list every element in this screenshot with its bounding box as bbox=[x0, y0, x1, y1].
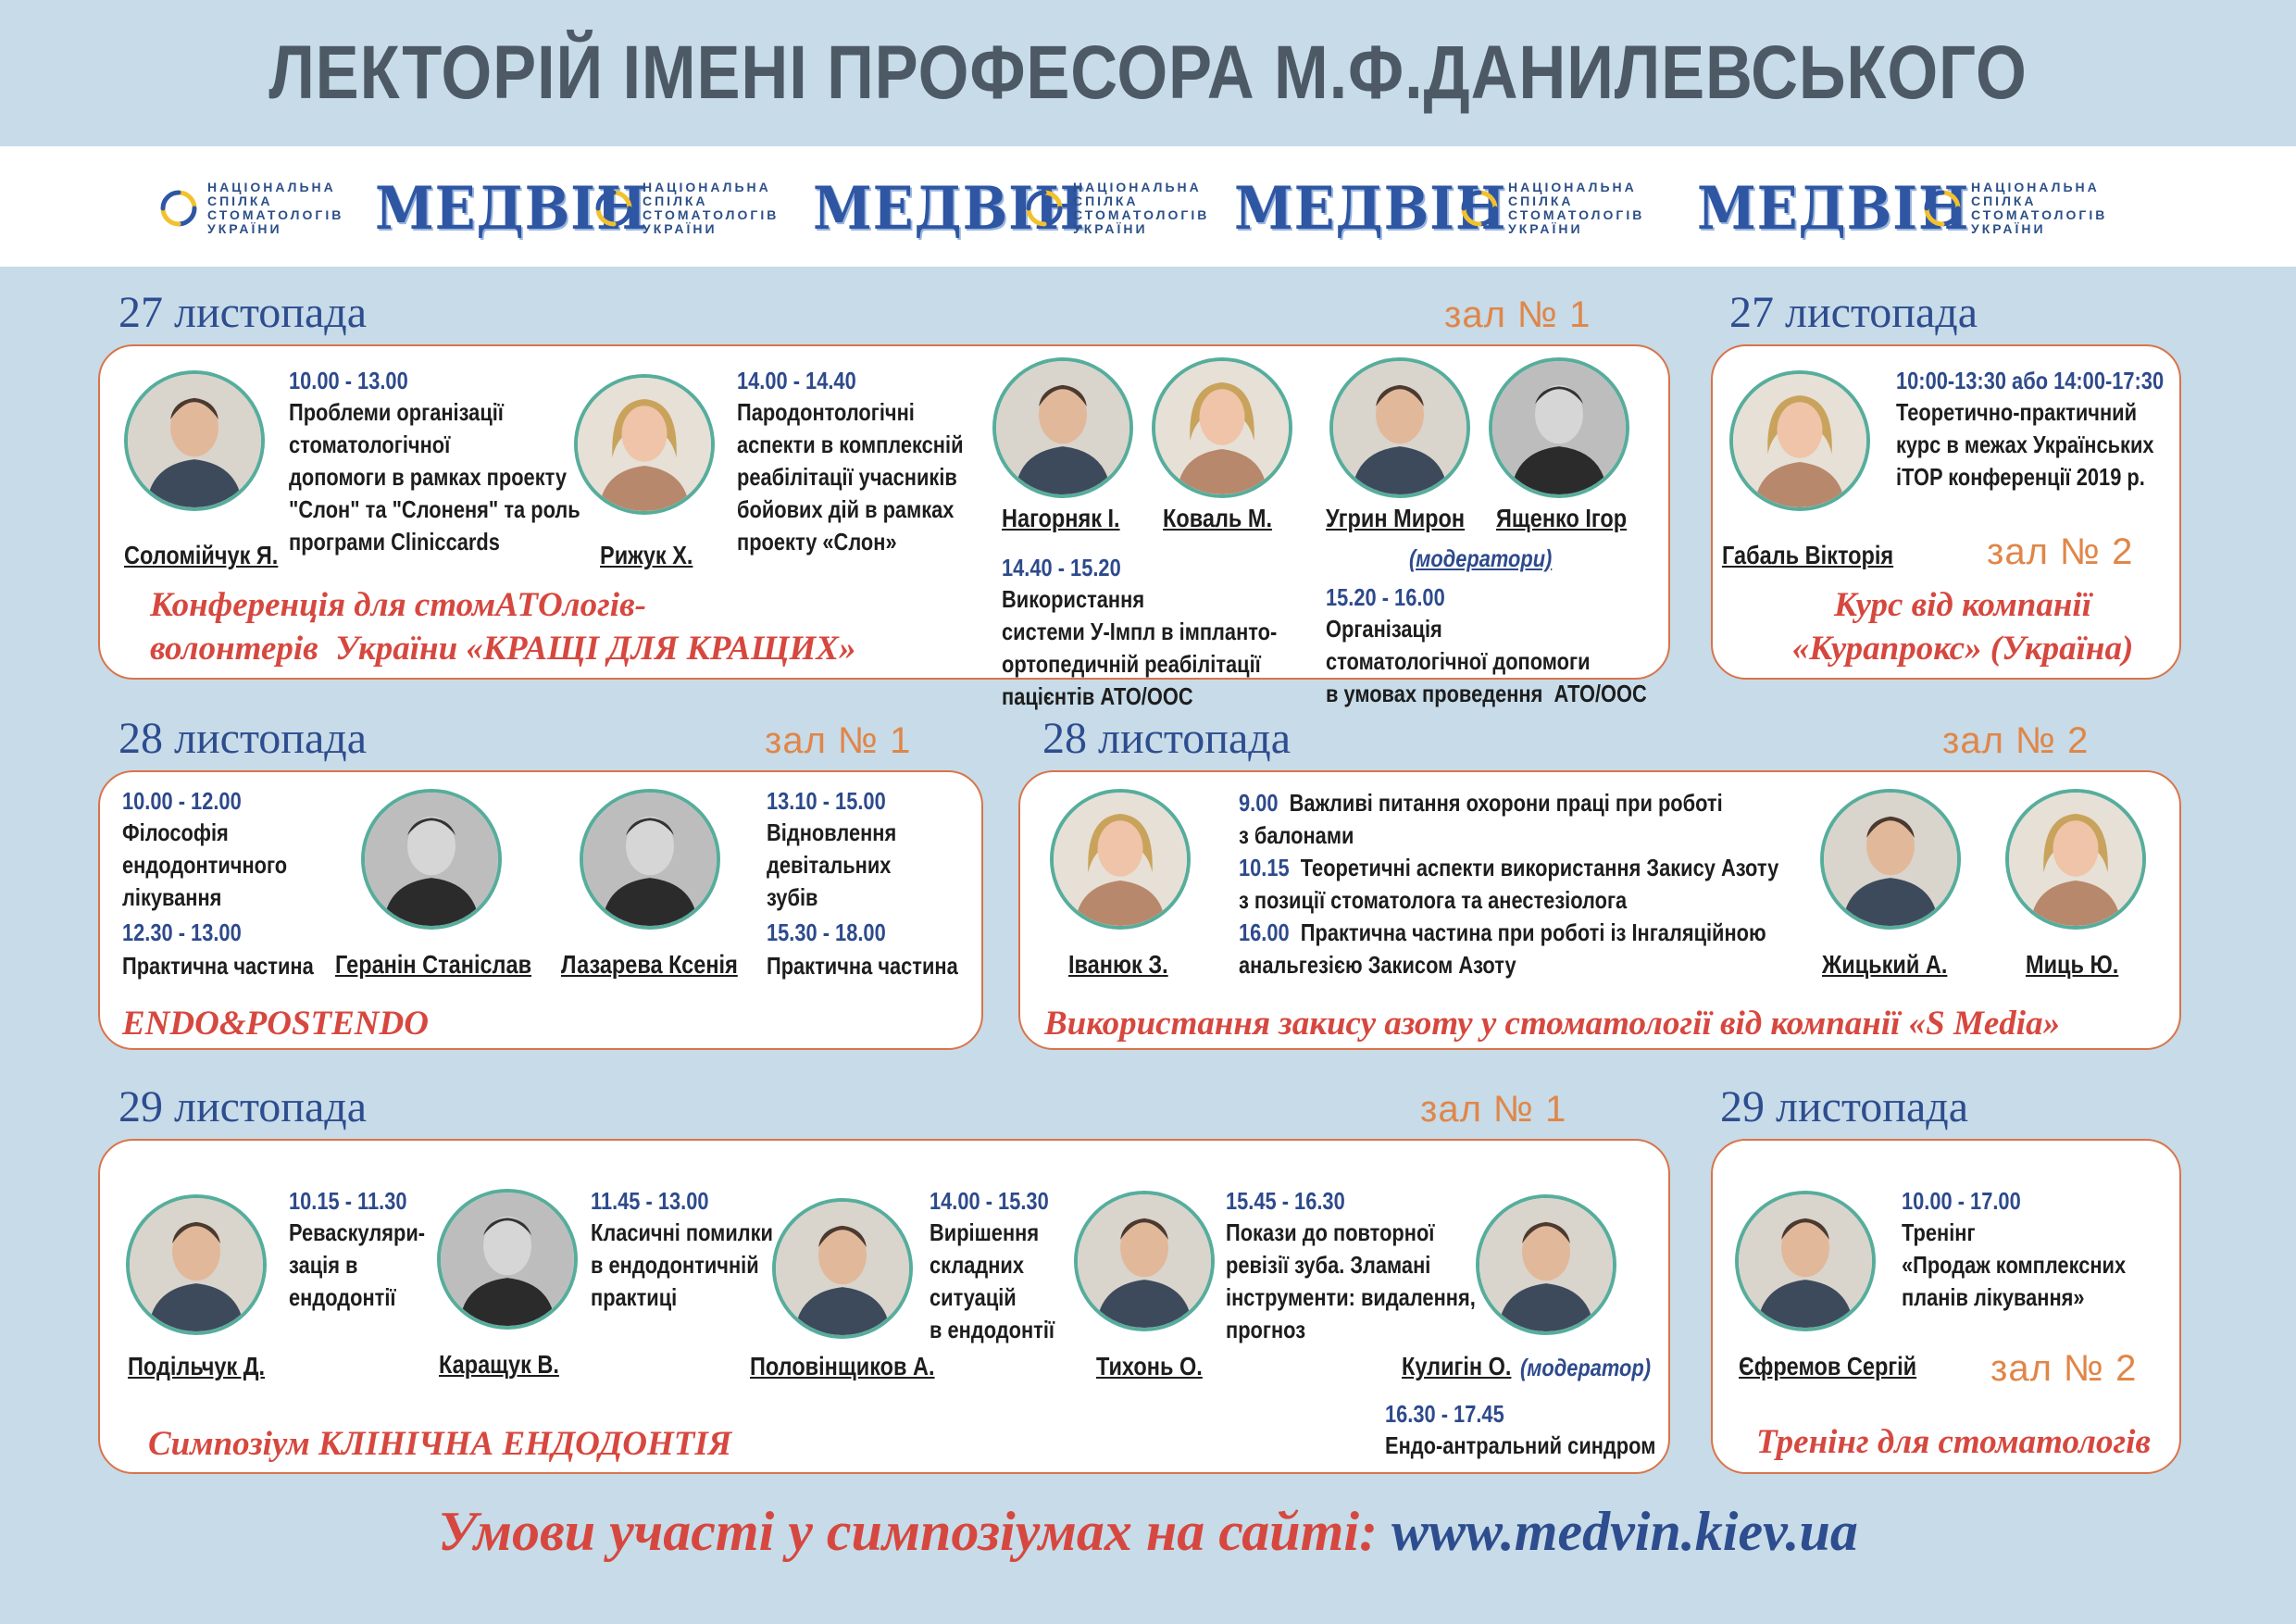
talk-time: 14.00 - 15.30 bbox=[930, 1187, 1049, 1215]
event-title: Курс від компанії «Курапрокс» (Україна) bbox=[1791, 586, 2134, 668]
speaker-photo bbox=[1152, 357, 1292, 498]
nssu-emblem-icon bbox=[593, 187, 635, 230]
block2-hall: зал № 2 bbox=[1987, 531, 2134, 572]
speaker-photo bbox=[772, 1198, 913, 1339]
medvin-logo: МЕДВІН bbox=[375, 173, 648, 244]
speaker-photo bbox=[1476, 1194, 1616, 1335]
speaker-photo bbox=[1074, 1191, 1215, 1331]
nssu-text-4: УКРАЇНИ bbox=[1073, 221, 1148, 236]
talk-description: Філософія ендодонтичного лікування bbox=[122, 818, 288, 911]
talk-line bbox=[1239, 917, 1766, 949]
talk-description: Використання системи У-Імпл в імпланто- ортопедичній реабілітації пацієнтів АТО/ООС bbox=[1002, 585, 1278, 710]
block4-date: 28 листопада bbox=[1042, 714, 1292, 763]
footer-text: Умови участі у симпозіумах на сайті: bbox=[438, 1501, 1391, 1562]
moderator-label: (модератор) bbox=[1520, 1354, 1652, 1381]
talk-description: Теоретично-практичний курс в межах Українських iTOP конференції 2019 р. bbox=[1896, 398, 2154, 491]
speaker-name: Каращук В. bbox=[439, 1350, 559, 1379]
nssu-text-2: СПІЛКА bbox=[1971, 194, 2037, 208]
speaker-name: Єфремов Сергій bbox=[1739, 1352, 1917, 1380]
speaker-photo bbox=[574, 374, 715, 515]
moderators-label: (модератори) bbox=[1409, 544, 1553, 572]
speaker-name: Соломійчук Я. bbox=[124, 541, 279, 569]
talk-description: Тренінг «Продаж комплексних планів лікування» bbox=[1902, 1218, 2127, 1311]
event-title: Конференція для стомАТОлогів- волонтерів України «КРАЩІ ДЛЯ КРАЩИХ» bbox=[150, 586, 856, 668]
speaker-name: Габаль Вікторія bbox=[1722, 541, 1894, 569]
talk-description: Ендо-антральний синдром bbox=[1385, 1431, 1656, 1459]
medvin-logo: МЕДВІН bbox=[1697, 173, 1970, 244]
talk-time: 10.15 bbox=[1239, 854, 1290, 881]
talk-time: 10.00 - 17.00 bbox=[1902, 1187, 2021, 1215]
nssu-emblem-icon bbox=[157, 187, 200, 230]
block3-date: 28 листопада bbox=[119, 714, 368, 763]
speaker-name: Тихонь О. bbox=[1096, 1352, 1203, 1380]
speaker-photo bbox=[1729, 370, 1870, 511]
speaker-name: Рижук Х. bbox=[600, 541, 693, 569]
speaker-photo bbox=[992, 357, 1133, 498]
talk-description: Покази до повторної ревізії зуба. Зламані інструменти: видалення, прогноз bbox=[1226, 1218, 1476, 1343]
speaker-photo bbox=[1489, 357, 1629, 498]
talk-description: анальгезією Закисом Азоту bbox=[1239, 951, 1516, 979]
speaker-photo bbox=[1050, 789, 1191, 930]
talk-description: Практична частина при роботі із Інгаляційною bbox=[1300, 918, 1766, 946]
speaker-photo bbox=[1820, 789, 1961, 930]
nssu-text-2: СПІЛКА bbox=[643, 194, 708, 208]
talk-time: 10:00-13:30 або 14:00-17:30 bbox=[1896, 367, 2165, 394]
page-title: ЛЕКТОРІЙ ІМЕНІ ПРОФЕСОРА М.Ф.ДАНИЛЕВСЬКОГО bbox=[268, 31, 2028, 115]
medvin-logo: МЕДВІН bbox=[813, 173, 1086, 244]
nssu-logo bbox=[1023, 181, 1209, 236]
talk-description: Практична частина bbox=[122, 952, 314, 980]
speaker-photo bbox=[2005, 789, 2146, 930]
talk-time: 10.00 - 12.00 bbox=[122, 787, 242, 815]
nssu-text-4: УКРАЇНИ bbox=[207, 221, 282, 236]
talk-description: Організація стоматологічної допомоги в умовах проведення АТО/ООС bbox=[1326, 615, 1647, 707]
speaker-name: Жицький А. bbox=[1822, 950, 1948, 979]
talk-time: 15.20 - 16.00 bbox=[1326, 583, 1445, 611]
talk-time: 15.45 - 16.30 bbox=[1226, 1187, 1345, 1215]
nssu-text-2: СПІЛКА bbox=[1508, 194, 1574, 208]
block6-date: 29 листопада bbox=[1720, 1082, 1969, 1131]
speaker-name: Нагорняк І. bbox=[1002, 504, 1120, 532]
speaker-name: Геранін Станіслав bbox=[335, 950, 532, 979]
nssu-text-3: СТОМАТОЛОГІВ bbox=[1971, 207, 2108, 222]
nssu-text-1: НАЦІОНАЛЬНА bbox=[1508, 180, 1637, 194]
block1-hall: зал № 1 bbox=[1444, 294, 1591, 335]
moderator-name: Кулигін О. bbox=[1402, 1352, 1512, 1380]
speaker-name: Коваль М. bbox=[1163, 504, 1273, 532]
talk-time: 12.30 - 13.00 bbox=[122, 918, 242, 946]
nssu-emblem-icon bbox=[1921, 187, 1964, 230]
nssu-text-3: СТОМАТОЛОГІВ bbox=[643, 207, 780, 222]
speaker-photo bbox=[1329, 357, 1470, 498]
nssu-logo bbox=[157, 181, 343, 236]
talk-time: 16.00 bbox=[1239, 918, 1290, 946]
talk-time: 9.00 bbox=[1239, 789, 1279, 817]
event-title: ENDO&POSTENDO bbox=[122, 1005, 429, 1043]
nssu-text-4: УКРАЇНИ bbox=[1971, 221, 2046, 236]
nssu-text-3: СТОМАТОЛОГІВ bbox=[1073, 207, 1210, 222]
talk-description: Вирішення складних ситуацій в ендодонтії bbox=[930, 1218, 1055, 1343]
nssu-text-4: УКРАЇНИ bbox=[1508, 221, 1583, 236]
website-link[interactable]: www.medvin.kiev.ua bbox=[1391, 1501, 1858, 1562]
speaker-name: Половінщиков А. bbox=[750, 1352, 935, 1380]
event-title: Використання закису азоту у стоматології від компанії «S Media» bbox=[1044, 1005, 2061, 1043]
talk-time: 13.10 - 15.00 bbox=[767, 787, 886, 815]
talk-time: 11.45 - 13.00 bbox=[591, 1187, 709, 1215]
talk-description: Реваскуляри- зація в ендодонтії bbox=[289, 1218, 426, 1311]
speaker-name: Лазарева Ксенія bbox=[561, 950, 738, 979]
talk-time: 16.30 - 17.45 bbox=[1385, 1400, 1504, 1428]
nssu-text-1: НАЦІОНАЛЬНА bbox=[1971, 180, 2100, 194]
speaker-name: Подільчук Д. bbox=[128, 1352, 266, 1380]
nssu-text-2: СПІЛКА bbox=[207, 194, 273, 208]
speaker-name: Ященко Ігор bbox=[1496, 504, 1628, 532]
talk-description: Проблеми організації стоматологічної допомоги в рамках проекту "Слон" та "Слоненя" та роль програми Cliniccards bbox=[289, 398, 580, 556]
speaker-name: Угрин Мирон bbox=[1326, 504, 1466, 532]
block5-date: 29 листопада bbox=[119, 1082, 368, 1131]
talk-description: Важливі питання охорони праці при роботі bbox=[1289, 789, 1723, 817]
talk-time: 10.00 - 13.00 bbox=[289, 367, 408, 394]
nssu-emblem-icon bbox=[1458, 187, 1501, 230]
talk-line bbox=[1239, 787, 1723, 819]
speaker-photo bbox=[124, 370, 265, 511]
nssu-logo bbox=[1921, 181, 2107, 236]
footer bbox=[0, 1500, 2296, 1564]
speaker-name: Миць Ю. bbox=[2026, 950, 2119, 979]
nssu-text-2: СПІЛКА bbox=[1073, 194, 1139, 208]
talk-time: 14.00 - 14.40 bbox=[737, 367, 856, 394]
talk-line bbox=[1239, 852, 1778, 884]
talk-description: Пародонтологічні аспекти в комплексній реабілітації учасників бойових дій в рамках проекту «Слон» bbox=[737, 398, 964, 556]
nssu-text-3: СТОМАТОЛОГІВ bbox=[1508, 207, 1645, 222]
nssu-logo bbox=[1458, 181, 1644, 236]
block1-date: 27 листопада bbox=[119, 288, 368, 337]
talk-time: 14.40 - 15.20 bbox=[1002, 554, 1121, 581]
talk-description: Класичні помилки в ендодонтичній практиці bbox=[591, 1218, 773, 1311]
block3-hall: зал № 1 bbox=[765, 720, 912, 761]
nssu-text-4: УКРАЇНИ bbox=[643, 221, 718, 236]
block2-date: 27 листопада bbox=[1729, 288, 1978, 337]
nssu-text-1: НАЦІОНАЛЬНА bbox=[643, 180, 771, 194]
talk-description: Практична частина bbox=[767, 952, 958, 980]
talk-description: Теоретичні аспекти використання Закису Азоту bbox=[1300, 854, 1779, 881]
speaker-photo bbox=[1735, 1191, 1876, 1331]
speaker-photo bbox=[361, 789, 502, 930]
speaker-photo bbox=[580, 789, 720, 930]
talk-time: 10.15 - 11.30 bbox=[289, 1187, 407, 1215]
nssu-logo bbox=[593, 181, 779, 236]
nssu-emblem-icon bbox=[1023, 187, 1066, 230]
nssu-text-1: НАЦІОНАЛЬНА bbox=[1073, 180, 1202, 194]
medvin-logo: МЕДВІН bbox=[1234, 173, 1507, 244]
nssu-text-1: НАЦІОНАЛЬНА bbox=[207, 180, 336, 194]
event-title: Симпозіум КЛІНІЧНА ЕНДОДОНТІЯ bbox=[148, 1425, 732, 1463]
talk-description: з позиції стоматолога та анестезіолога bbox=[1239, 886, 1628, 914]
talk-description: Відновлення девітальних зубів bbox=[767, 818, 897, 911]
speaker-name: Іванюк З. bbox=[1068, 950, 1168, 979]
talk-time: 15.30 - 18.00 bbox=[767, 918, 886, 946]
block4-hall: зал № 2 bbox=[1942, 720, 2090, 761]
speaker-photo bbox=[437, 1189, 578, 1330]
speaker-photo bbox=[126, 1194, 267, 1335]
nssu-text-3: СТОМАТОЛОГІВ bbox=[207, 207, 344, 222]
block5-hall: зал № 1 bbox=[1420, 1089, 1567, 1130]
block6-hall: зал № 2 bbox=[1990, 1348, 2138, 1389]
event-title: Тренінг для стоматологів bbox=[1755, 1423, 2151, 1461]
talk-description: з балонами bbox=[1239, 821, 1354, 849]
